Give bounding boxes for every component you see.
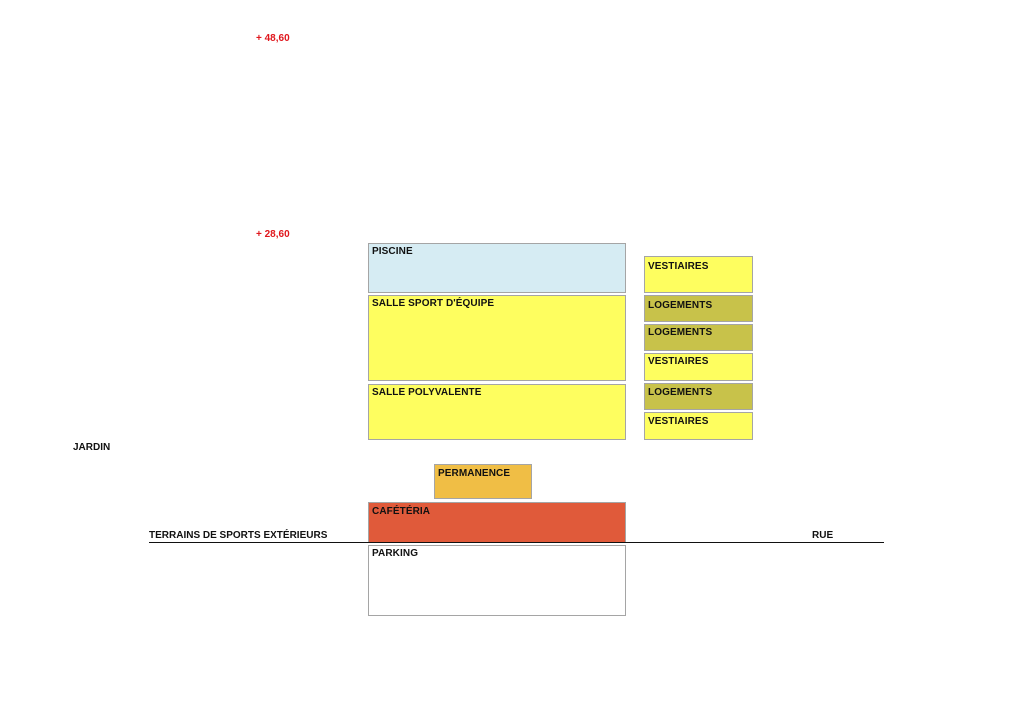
block-salle-polyvalente: SALLE POLYVALENTE [368,384,626,440]
block-logements-1: LOGEMENTS [644,295,753,322]
block-permanence: PERMANENCE [434,464,532,499]
block-vestiaires-2: VESTIAIRES [644,353,753,381]
block-piscine: PISCINE [368,243,626,293]
block-logements-2: LOGEMENTS [644,324,753,351]
level-label-top: + 48,60 [256,33,290,44]
label-jardin: JARDIN [73,442,111,453]
block-salle-sport-equipe: SALLE SPORT D'ÉQUIPE [368,295,626,381]
label-rue: RUE [812,530,834,541]
block-vestiaires-1: VESTIAIRES [644,256,753,293]
block-cafeteria: CAFÉTÉRIA [368,502,626,543]
block-vestiaires-3: VESTIAIRES [644,412,753,440]
block-parking: PARKING [368,545,626,616]
level-label-bottom: + 28,60 [256,229,290,240]
ground-line [149,542,884,543]
label-terrains-sports: TERRAINS DE SPORTS EXTÉRIEURS [149,530,328,541]
block-logements-3: LOGEMENTS [644,383,753,410]
